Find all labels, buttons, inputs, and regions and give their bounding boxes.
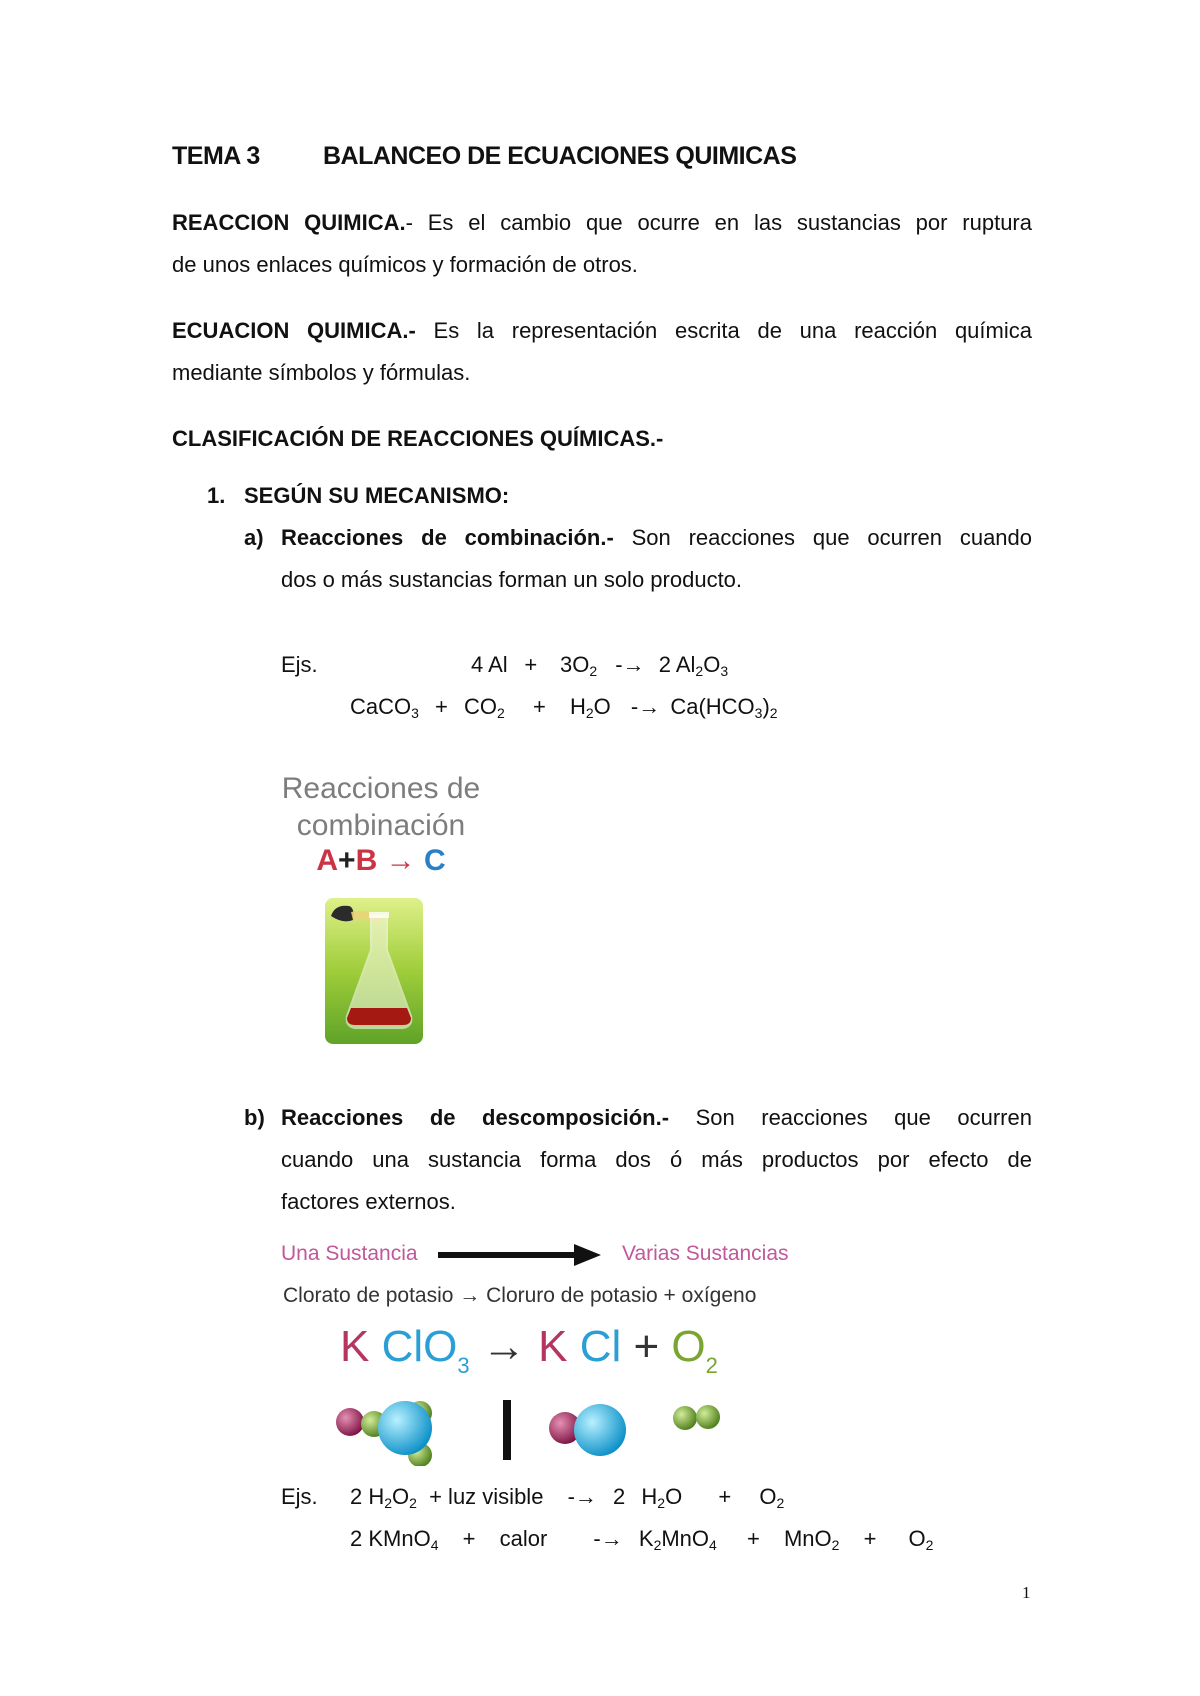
eq-subscript: 2	[695, 663, 704, 679]
eq-subscript: 3	[720, 663, 729, 679]
label-una-sustancia: Una Sustancia	[281, 1242, 418, 1265]
kcl-molecule-icon	[549, 1404, 626, 1456]
eq-subscript: 2	[776, 1495, 785, 1511]
formula-plus: +	[633, 1322, 660, 1371]
definition-descomposicion	[281, 1097, 1032, 1223]
eq-subscript: 2	[769, 705, 778, 721]
eq-subscript: 4	[709, 1537, 717, 1553]
eq-term: 2	[613, 1484, 626, 1509]
eq-subscript: 2	[657, 1495, 666, 1511]
eq-term: CO	[464, 694, 498, 719]
eq-term: O	[593, 694, 611, 719]
sub-heading: SEGÚN SU MECANISMO:	[244, 483, 510, 508]
divider-bar	[503, 1400, 511, 1460]
eq-term: MnO	[783, 1526, 832, 1551]
term-reaccion: REACCION QUIMICA.	[172, 210, 406, 235]
eq-term: 2 KMnO	[350, 1526, 431, 1551]
o2-molecule-icon	[673, 1405, 720, 1430]
equation-descomposicion-1	[350, 1484, 784, 1510]
eq-subscript: 2	[409, 1495, 417, 1511]
section-heading: CLASIFICACIÓN DE REACCIONES QUÍMICAS.-	[172, 426, 664, 451]
eq-subscript: 3	[411, 705, 419, 721]
eq-subscript: 2	[589, 663, 598, 679]
formula-k: K	[538, 1322, 568, 1371]
formula-cl: Cl	[579, 1322, 622, 1371]
term-ecuacion: ECUACION QUIMICA.-	[172, 318, 416, 343]
definition-combinacion	[281, 517, 1032, 601]
eq-plus: +	[462, 1526, 476, 1551]
flask-image	[325, 898, 423, 1044]
ejs-label-2: Ejs.	[281, 1484, 318, 1509]
item-letter-b: b)	[244, 1105, 265, 1130]
eq-plus: +	[863, 1526, 877, 1551]
combinacion-line1: Son reacciones que ocurren cuando	[613, 525, 1033, 550]
equation-combinacion-2	[350, 694, 778, 720]
equation-combinacion-1	[471, 652, 728, 678]
eq-arrow: -→	[593, 1526, 623, 1551]
reaccion-line2: de unos enlaces químicos y formación de otros.	[172, 252, 638, 277]
descomposicion-line3: factores externos.	[281, 1189, 456, 1214]
arrow-icon	[438, 1242, 601, 1268]
eq-term: O	[703, 652, 721, 677]
eq-term: 4 Al	[471, 652, 508, 677]
eq-term: 2 H	[350, 1484, 385, 1509]
list-number: 1.	[207, 483, 226, 508]
eq-term: K	[638, 1526, 654, 1551]
formula-clo: ClO	[381, 1322, 458, 1371]
formula-o: O	[671, 1322, 706, 1371]
eq-arrow: -→	[615, 652, 645, 677]
eq-term: 2 Al	[658, 652, 696, 677]
eq-subscript: 2	[831, 1537, 840, 1553]
eq-arrow: -→	[567, 1484, 597, 1509]
formula-subscript: 3	[457, 1353, 470, 1378]
combination-figure	[270, 770, 492, 878]
eq-subscript: 3	[754, 705, 763, 721]
eq-term: )	[762, 694, 770, 719]
eq-plus: +	[746, 1526, 760, 1551]
formula-k: K	[340, 1322, 370, 1371]
formula-c: C	[423, 844, 446, 877]
definition-reaccion	[172, 202, 1032, 286]
reaccion-line1: - Es el cambio que ocurre en las sustancias por ruptura	[405, 210, 1032, 235]
eq-subscript: 2	[653, 1537, 662, 1553]
figure-title-line2: combinación	[296, 809, 466, 842]
eq-term: H	[569, 694, 586, 719]
eq-subscript: 4	[430, 1537, 439, 1553]
eq-term: MnO	[661, 1526, 710, 1551]
big-formula	[340, 1322, 718, 1378]
eq-term: CaCO	[350, 694, 412, 719]
item-letter-a: a)	[244, 525, 264, 550]
label-varias-sustancias: Varias Sustancias	[622, 1242, 789, 1265]
formula-b: B	[355, 844, 378, 877]
definition-ecuacion	[172, 310, 1032, 394]
eq-term: O	[759, 1484, 777, 1509]
molecule-models	[330, 1392, 750, 1466]
figure-title-line1: Reacciones de	[281, 772, 481, 805]
page-number: 1	[1022, 1583, 1031, 1602]
ecuacion-line1: Es la representación escrita de una reacción química	[415, 318, 1032, 343]
tema-label: TEMA 3	[172, 142, 260, 170]
descomposicion-line1: Son reacciones que ocurren	[669, 1105, 1032, 1130]
eq-subscript: 2	[925, 1537, 934, 1553]
kclo3-molecule-icon	[336, 1401, 432, 1466]
eq-term: H	[641, 1484, 658, 1509]
ecuacion-line2: mediante símbolos y fórmulas.	[172, 360, 471, 385]
eq-term: + luz visible	[429, 1484, 544, 1509]
term-descomposicion: Reacciones de descomposición.-	[281, 1105, 670, 1130]
descomposicion-line2: cuando una sustancia forma dos ó más productos por efecto de	[281, 1147, 1032, 1172]
eq-term: Ca(HCO	[670, 694, 755, 719]
eq-term: O	[665, 1484, 683, 1509]
formula-plus: +	[338, 844, 356, 877]
eq-plus: +	[435, 694, 448, 719]
eq-term: O	[392, 1484, 410, 1509]
eq-plus: +	[532, 694, 546, 719]
equation-descomposicion-2	[350, 1526, 933, 1552]
combinacion-line2: dos o más sustancias forman un solo producto.	[281, 567, 743, 592]
eq-arrow: -→	[630, 694, 661, 719]
eq-plus: +	[718, 1484, 732, 1509]
eq-subscript: 2	[585, 705, 594, 721]
formula-subscript: 2	[705, 1353, 718, 1378]
eq-term: O	[908, 1526, 926, 1551]
ejs-label-1: Ejs.	[281, 652, 318, 677]
eq-term: 3O	[559, 652, 590, 677]
eq-plus: +	[524, 652, 538, 677]
figure-formula	[270, 844, 492, 878]
eq-subscript: 2	[384, 1495, 393, 1511]
eq-subscript: 2	[497, 705, 505, 721]
page-title: BALANCEO DE ECUACIONES QUIMICAS	[323, 142, 797, 170]
term-combinacion: Reacciones de combinación.-	[281, 525, 614, 550]
figure-description: Clorato de potasio → Cloruro de potasio + oxígeno	[283, 1284, 757, 1307]
formula-a: A	[316, 844, 339, 877]
formula-arrow: →	[385, 844, 416, 877]
eq-term: calor	[499, 1526, 548, 1551]
formula-arrow: →	[481, 1322, 526, 1371]
flask-icon	[325, 898, 423, 1044]
